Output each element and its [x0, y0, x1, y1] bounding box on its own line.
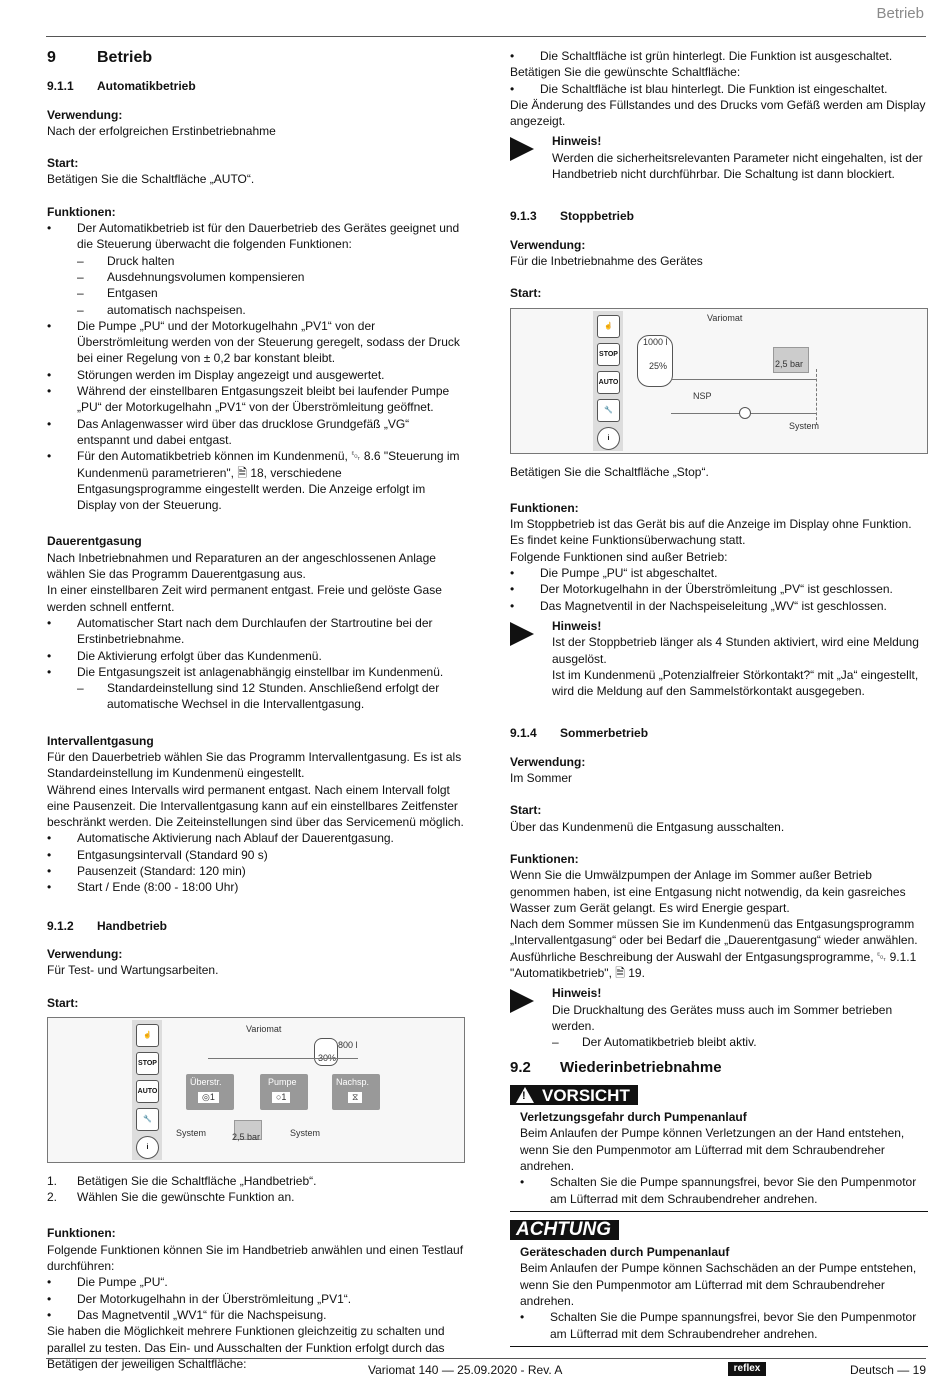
note-arrow-icon [510, 618, 552, 699]
text: Wenn Sie die Umwälzpumpen der Anlage im Sommer außer Betrieb genommen haben, ist eine Entgasung nicht notwendig, da kein gasreiches Wasser zum Gerät gelangt. Es wird Energie gespart. [510, 868, 906, 915]
handbetrieb-figure [47, 1017, 465, 1163]
list-item: • Für den Automatikbetrieb können im Kundenmenü, ␄ 8.6 "Steuerung im Kundenmenü parametrieren", 🗎 18, verschiedene Entgasungsprogramme eingestellt werden. Die Anzeige erfolgt im Display von der Steuerung. [47, 449, 460, 513]
list-item: • Start / Ende (8:00 - 18:00 Uhr) [47, 880, 239, 895]
vessel-volume: 1000 l [643, 336, 668, 347]
heading-9-1-3: 9.1.3 Stoppbetrieb [510, 209, 634, 224]
vessel-percent: 25% [649, 360, 668, 371]
list-item: • Die Schaltfläche ist blau hinterlegt. Die Funktion ist eingeschaltet. [510, 81, 888, 96]
heading-9-1-2: 9.1.2 Handbetrieb [47, 918, 168, 933]
list-item: • Während der einstellbaren Entgasungszeit bleibt bei laufender Pumpe „PU“ der Motorkugelhahn „PV1“ von der Überströmleitung geöffnet. [47, 384, 450, 415]
subheading-dauerentgasung: Dauerentgasung [47, 534, 142, 549]
list-item: • Das Anlagenwasser wird über das drucklose Grundgefäß „VG“ entspannt und dabei entgast. [47, 416, 410, 447]
text: Für Test- und Wartungsarbeiten. [47, 963, 219, 978]
list-item: • Automatische Aktivierung nach Ablauf der Dauerentgasung. [47, 831, 394, 846]
auto-icon: AUTO [136, 1080, 159, 1103]
wrench-icon: 🔧 [597, 399, 620, 422]
subheading-intervallentgasung: Intervallentgasung [47, 733, 154, 748]
text: Folgende Funktionen können Sie im Handbetrieb anwählen und einen Testlauf durchführen: [47, 1242, 464, 1274]
running-header: Betrieb [876, 5, 924, 22]
stop-icon: STOP [597, 343, 620, 366]
text: Für die Inbetriebnahme des Gerätes [510, 253, 703, 268]
list-item: • Die Entgasungszeit ist anlagenabhängig einstellbar im Kundenmenü. [47, 664, 444, 679]
stoppbetrieb-figure [510, 308, 928, 454]
footer-page: Deutsch — 19 [849, 1363, 926, 1377]
reflex-logo: reflex [728, 1362, 766, 1376]
sub-list-item: – Standardeinstellung sind 12 Stunden. Anschließend erfolgt der automatische Wechsel in die Intervallentgasung. [77, 681, 440, 712]
label-start: Start: [510, 803, 542, 818]
header-rule [46, 36, 926, 37]
heading-9-1-4: 9.1.4 Sommerbetrieb [510, 726, 649, 741]
hinweis-note: Hinweis! Die Druckhaltung des Gerätes muss auch im Sommer betrieben werden. – Der Automatikbetrieb bleibt aktiv. [510, 985, 928, 1050]
label-verwendung: Verwendung: [47, 946, 123, 961]
stop-icon: STOP [136, 1052, 159, 1075]
list-item: • Das Magnetventil „WV1“ für die Nachspeisung. [47, 1307, 327, 1322]
system-label: System [176, 1127, 207, 1138]
text: Für den Dauerbetrieb wählen Sie das Programm Intervallentgasung. Es ist als Standardeinstellung im Kundenmenü eingestellt. [47, 749, 462, 781]
label-funktionen: Funktionen: [510, 500, 579, 515]
nsp-label: NSP [693, 390, 712, 401]
text: In einer einstellbaren Zeit wird permanent entgast. Freie und gelöste Gase werden schnell entfernt. [47, 583, 442, 614]
auto-icon: AUTO [597, 371, 620, 394]
heading-9-2: 9.2 Wiederinbetriebnahme [510, 1059, 722, 1077]
text: Betätigen Sie die Schaltfläche „Stop“. [510, 464, 709, 479]
text: Im Stoppbetrieb ist das Gerät bis auf die Anzeige im Display ohne Funktion. Es findet keine Funktionsüberwachung statt. [510, 517, 912, 548]
hand-icon: ☝ [597, 315, 620, 338]
text: Betätigen Sie die gewünschte Schaltfläche: [510, 65, 741, 80]
info-icon: i [136, 1136, 159, 1159]
left-column [47, 46, 465, 1372]
vorsicht-label: ! VORSICHT [510, 1085, 638, 1105]
footer-center: Variomat 140 — 25.09.2020 - Rev. A [368, 1363, 563, 1377]
vessel-volume: 800 l [338, 1039, 358, 1050]
button-pumpe[interactable]: Pumpe ○1 [260, 1074, 308, 1110]
list-item: • Die Schaltfläche ist grün hinterlegt. Die Funktion ist ausgeschaltet. [510, 49, 893, 63]
warning-icon: ! [516, 1087, 534, 1103]
list-item: • Pausenzeit (Standard: 120 min) [47, 864, 246, 879]
note-arrow-icon [510, 985, 552, 1050]
list-item: • Der Automatikbetrieb ist für den Dauerbetrieb des Gerätes geeignet und die Steuerung überwacht die folgenden Funktionen: [47, 221, 460, 252]
wrench-icon: 🔧 [136, 1108, 159, 1131]
step-item: 1. Betätigen Sie die Schaltfläche „Handbetrieb“. [47, 1173, 317, 1188]
system-label: System [290, 1127, 321, 1138]
system-label: System [789, 420, 820, 431]
sub-list-item: – automatisch nachspeisen. [77, 302, 246, 317]
sub-list-item: – Druck halten [77, 253, 175, 268]
text: Im Sommer [510, 771, 573, 786]
text: Sie haben die Möglichkeit mehrere Funktionen gleichzeitig zu schalten und parallel zu testen. Das Ein- und Ausschalten der Funktion erfolgt durch das Betätigen der jeweiligen Schaltfläche: [47, 1324, 445, 1371]
text: Über das Kundenmenü die Entgasung ausschalten. [510, 819, 785, 834]
button-uberstr[interactable]: Überstr. ◎1 [186, 1074, 234, 1110]
label-verwendung: Verwendung: [510, 754, 586, 769]
step-item: 2. Wählen Sie die gewünschte Funktion an. [47, 1190, 295, 1205]
text: Nach dem Sommer müssen Sie im Kundenmenü das Entgasungsprogramm „Intervallentgasung“ oder bei Bedarf die „Dauerentgasung“ wieder anwählen. [510, 917, 918, 948]
text: Die Änderung des Füllstandes und des Drucks vom Gefäß werden am Display angezeigt. [510, 97, 926, 129]
list-item: • Störungen werden im Display angezeigt und ausgewertet. [47, 367, 385, 382]
text: Folgende Funktionen sind außer Betrieb: [510, 549, 728, 564]
pump-icon [739, 407, 751, 419]
heading-9-1-1: 9.1.1 Automatikbetrieb [47, 79, 196, 94]
text: Betätigen Sie die Schaltfläche „AUTO“. [47, 172, 255, 187]
label-start: Start: [47, 995, 79, 1010]
figure-title: Variomat [707, 312, 743, 323]
pressure-value: 2,5 bar [775, 358, 804, 369]
pipe-line [816, 369, 817, 425]
label-funktionen: Funktionen: [47, 204, 116, 219]
figure-title: Variomat [246, 1023, 282, 1034]
label-start: Start: [510, 286, 542, 301]
list-item: • Die Aktivierung erfolgt über das Kundenmenü. [47, 648, 322, 663]
text: Ausführliche Beschreibung der Auswahl der Entgasungsprogramme, ␄ 9.1.1 "Automatikbetrieb", 🗎 19. [510, 949, 917, 980]
info-icon: i [597, 427, 620, 450]
label-funktionen: Funktionen: [510, 851, 579, 866]
vessel-percent: 30% [318, 1052, 337, 1063]
hinweis-note: Hinweis! Werden die sicherheitsrelevanten Parameter nicht eingehalten, ist der Handbetrieb nicht durchführbar. Die Schaltung ist dann blockiert. [510, 133, 928, 182]
label-verwendung: Verwendung: [510, 237, 586, 252]
achtung-warning: ACHTUNG Geräteschaden durch Pumpenanlauf Beim Anlaufen der Pumpe können Sachschäden an der Pumpe entstehen, wenn Sie den Pumpenmotor am Lüfterrad mit dem Schraubendreher andrehen. • Schalten Sie die Pumpe spannungsfrei, bevor Sie den Pumpenmotor am Lüfterrad mit dem Schraubendreher andrehen. [510, 1220, 928, 1347]
button-nachsp[interactable]: Nachsp. ⧖ [332, 1074, 380, 1110]
sub-list-item: – Entgasen [77, 286, 158, 301]
note-arrow-icon [510, 133, 552, 182]
list-item: • Die Pumpe „PU“ ist abgeschaltet. [510, 566, 718, 581]
list-item: • Entgasungsintervall (Standard 90 s) [47, 847, 268, 862]
list-item: • Die Pumpe „PU“. [47, 1275, 168, 1290]
pipe-line [671, 379, 816, 380]
text: Während eines Intervalls wird permanent entgast. Nach einem Intervall folgt eine Pausenzeit. Die Intervallentgasung kann auf ein einstellbares Zeitfenster beschränkt werden. Die Zeiteinstellungen sind über das Servicemenü möglich. [47, 782, 464, 830]
label-funktionen: Funktionen: [47, 1226, 116, 1241]
list-item: • Der Motorkugelhahn in der Überströmleitung „PV“ ist geschlossen. [510, 582, 893, 597]
hand-icon: ☝ [136, 1024, 159, 1047]
text: Nach Inbetriebnahmen und Reparaturen an der angeschlossenen Anlage wählen Sie das Programm Dauerentgasung aus. [47, 550, 436, 582]
pressure-value: 2,5 bar [232, 1131, 261, 1142]
label-start: Start: [47, 156, 79, 171]
footer-rule [46, 1358, 926, 1359]
list-item: • Automatischer Start nach dem Durchlaufen der Startroutine bei der Erstinbetriebnahme. [47, 615, 433, 647]
list-item: • Die Pumpe „PU“ und der Motorkugelhahn „PV1“ von der Überströmleitung werden von der Steuerung geregelt, sodass der Druck bei einer Regelung von ± 0,2 bar konstant bleibt. [47, 318, 460, 366]
section-heading-9: 9 Betrieb [47, 49, 153, 66]
list-item: • Das Magnetventil in der Nachspeiseleitung „WV“ ist geschlossen. [510, 598, 887, 613]
sub-list-item: – Ausdehnungsvolumen kompensieren [77, 269, 305, 284]
right-column [510, 48, 928, 1355]
hinweis-note: Hinweis! Ist der Stoppbetrieb länger als 4 Stunden aktiviert, wird eine Meldung ausgelöst. Ist im Kundenmenü „Potenzialfreier Störkontakt?“ mit „Ja“ eingestellt, wird die Meldung auf den Sammelstörkontakt ausgegeben. [510, 618, 928, 699]
pipe-line [208, 1058, 358, 1059]
label-verwendung: Verwendung: [47, 107, 123, 122]
vorsicht-warning: ! VORSICHT Verletzungsgefahr durch Pumpenanlauf Beim Anlaufen der Pumpe können Verletzungen an der Hand entstehen, wenn Sie den Pumpenmotor am Lüfterrad mit dem Schraubendreher andrehen. • Schalten Sie die Pumpe spannungsfrei, bevor Sie den Pumpenmotor am Lüfterrad mit dem Schraubendreher andrehen. [510, 1085, 928, 1212]
text: Nach der erfolgreichen Erstinbetriebnahme [47, 123, 276, 138]
list-item: • Der Motorkugelhahn in der Überströmleitung „PV1“. [47, 1291, 352, 1306]
achtung-label: ACHTUNG [510, 1220, 619, 1240]
